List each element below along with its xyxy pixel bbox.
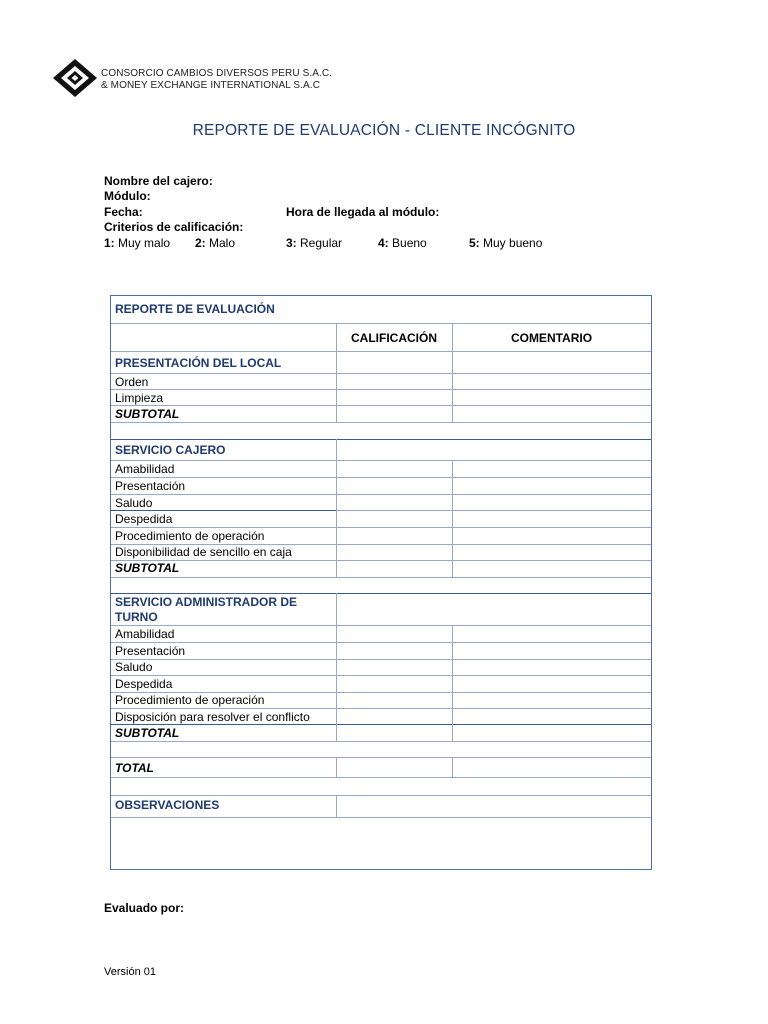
section-servicio-cajero: SERVICIO CAJERO <box>115 443 226 457</box>
fecha-label: Fecha: <box>104 205 143 219</box>
list-item: Limpieza <box>115 391 164 405</box>
column-comentario: COMENTARIO <box>510 331 593 345</box>
subtotal-label: SUBTOTAL <box>115 726 180 740</box>
company-line-2: & MONEY EXCHANGE INTERNATIONAL S.A.C <box>101 80 321 91</box>
subtotal-label: SUBTOTAL <box>115 561 180 575</box>
criterion-5: 5: Muy bueno <box>469 236 543 250</box>
list-item: Amabilidad <box>115 462 175 476</box>
list-item: Saludo <box>115 496 153 510</box>
criterios-label: Criterios de calificación: <box>104 220 244 234</box>
column-calificacion: CALIFICACIÓN <box>351 331 437 345</box>
evaluado-por-label: Evaluado por: <box>104 901 185 915</box>
table-header: REPORTE DE EVALUACIÓN <box>115 302 275 316</box>
version-label: Versión 01 <box>104 966 156 978</box>
list-item: Disposición para resolver el conflicto <box>115 710 310 724</box>
total-label: TOTAL <box>115 761 154 775</box>
criterion-3: 3: Regular <box>286 236 343 250</box>
diamond-logo-icon <box>52 58 98 98</box>
list-item: Presentación <box>115 644 186 658</box>
criterion-2: 2: Malo <box>195 236 236 250</box>
list-item: Amabilidad <box>115 627 175 641</box>
criterion-4: 4: Bueno <box>378 236 427 250</box>
section-servicio-administrador: SERVICIO ADMINISTRADOR DE TURNO <box>115 595 298 624</box>
list-item: Saludo <box>115 660 153 674</box>
subtotal-label: SUBTOTAL <box>115 407 180 421</box>
company-name <box>101 68 332 92</box>
company-line-1: CONSORCIO CAMBIOS DIVERSOS PERU S.A.C. <box>101 68 333 79</box>
modulo-label: Módulo: <box>104 189 151 203</box>
list-item: Orden <box>115 375 149 389</box>
cajero-label: Nombre del cajero: <box>104 174 213 188</box>
list-item: Procedimiento de operación <box>115 529 265 543</box>
list-item: Presentación <box>115 479 186 493</box>
list-item: Despedida <box>115 677 173 691</box>
page-title: REPORTE DE EVALUACIÓN - CLIENTE INCÓGNITO <box>192 122 576 139</box>
observaciones-label: OBSERVACIONES <box>115 798 220 812</box>
section-presentacion-local: PRESENTACIÓN DEL LOCAL <box>115 356 282 370</box>
hora-llegada-label: Hora de llegada al módulo: <box>286 205 440 219</box>
evaluation-table <box>110 295 652 870</box>
list-item: Disponibilidad de sencillo en caja <box>115 545 292 559</box>
list-item: Procedimiento de operación <box>115 693 265 707</box>
criterion-1: 1: Muy malo <box>104 236 171 250</box>
list-item: Despedida <box>115 512 173 526</box>
